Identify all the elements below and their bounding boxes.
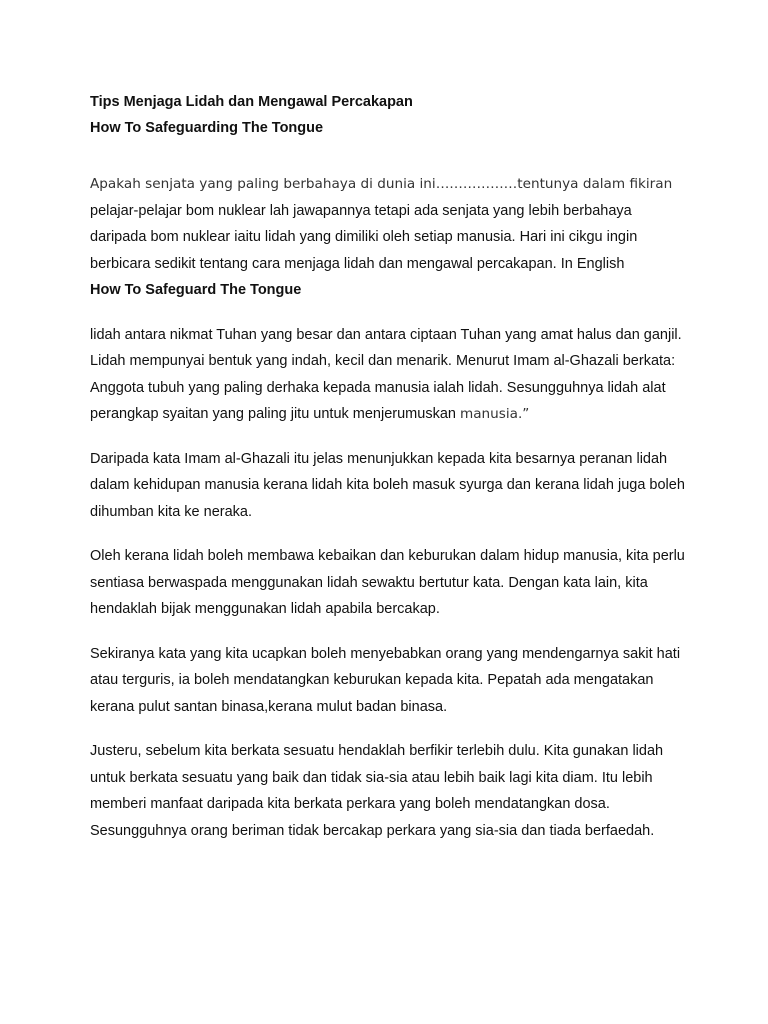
paragraph-6: Justeru, sebelum kita berkata sesuatu hendaklah berfikir terlebih dulu. Kita gunakan lidah untuk berkata sesuatu yang baik dan tidak sia-sia atau lebih baik lagi kita diam. Itu lebih memberi manfaat daripada kita berkata perkara yang boleh mendatangkan dosa. Sesungguhnya orang beriman tidak bercakap perkara yang sia-sia dan tiada berfaedah.: [90, 743, 664, 839]
intro-body-text: pelajar-pelajar bom nuklear lah jawapannya tetapi ada senjata yang lebih berbahaya daripada bom nuklear iaitu lidah yang dimiliki oleh setiap manusia. Hari ini cikgu ingin berbicara sedikit tentang cara menjaga lidah dan mengawal percakapan. In English: [90, 202, 638, 272]
title-spacer: [90, 141, 690, 171]
paragraph-2-tail: manusia.”: [459, 406, 530, 422]
paragraph-2: [90, 322, 690, 428]
paragraph-5: Sekiranya kata yang kita ucapkan boleh menyebabkan orang yang mendengarnya sakit hati atau terguris, ia boleh mendatangkan keburukan kepada kita. Pepatah ada mengatakan kerana pulut santan binasa,kerana mulut badan binasa.: [90, 645, 681, 715]
paragraph-3: Daripada kata Imam al-Ghazali itu jelas menunjukkan kepada kita besarnya peranan lidah dalam kehidupan manusia kerana lidah kita boleh masuk syurga dan kerana lidah juga boleh dihumban kita ke neraka.: [90, 450, 685, 520]
paragraph-4: Oleh kerana lidah boleh membawa kebaikan dan keburukan dalam hidup manusia, kita perlu sentiasa berwaspada menggunakan lidah sewaktu bertutur kata. Dengan kata lain, kita hendaklah bijak menggunakan lidah apabila bercakap.: [90, 548, 685, 617]
intro-lead-text: Apakah senjata yang paling berbahaya di dunia ini………………tentunya dalam fikiran: [90, 176, 673, 192]
document-page: [90, 89, 690, 862]
document-subtitle: How To Safeguarding The Tongue: [90, 120, 324, 136]
document-title: Tips Menjaga Lidah dan Mengawal Percakapan: [90, 94, 413, 110]
intro-bold-heading: How To Safeguard The Tongue: [90, 282, 302, 298]
paragraph-2-body: lidah antara nikmat Tuhan yang besar dan antara ciptaan Tuhan yang amat halus dan ganjil. Lidah mempunyai bentuk yang indah, kecil dan menarik. Menurut Imam al-Ghazali berkata: Anggota tubuh yang paling derhaka kepada manusia ialah lidah. Sesungguhnya lidah alat perangkap syaitan yang paling jitu untuk menjerumuskan: [90, 326, 682, 422]
intro-paragraph: [90, 171, 690, 304]
